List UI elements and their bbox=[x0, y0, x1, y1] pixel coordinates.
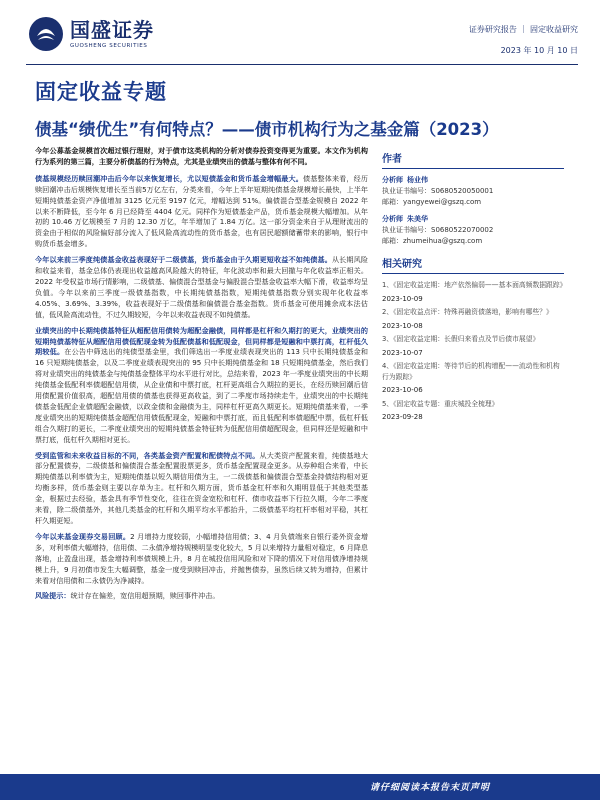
paragraph-highlight: 今年以来基金现券交易回顾。 bbox=[35, 531, 131, 541]
paragraph-highlight: 债基规模经历赎回潮冲击后今年以来恢复增长，尤以短债基金和货币基金增幅最大。 bbox=[35, 173, 303, 183]
body-paragraph bbox=[35, 451, 368, 527]
paragraph-body: 债基整体来看，经历赎回潮冲击后规模恢复增长至当前5万亿左右，分类来看，今年上半年短期纯债基金规模增长最快，上半年短期纯债基金资产净值增加 3125 亿元至 9197 亿元，增幅达到 51%。偏债混合型基金规模自 2022 年以来不断降低，至今年 6 月已经降至 4404 亿元。同样作为短债基金产品，货币基金规模大幅增加。从年初的 10.46 万亿规模至 7 月的 12.30 万亿，年半增加了 1.84 万亿。这一部分资金来自于从理财流出的资金由于相似的风险偏好部分流入了低风险高流动性的货币基金，也有居民超额储蓄带来的影响，银行中购货币基金增多。 bbox=[35, 173, 369, 249]
paragraph-body: 在公告中筛选出的纯债型基金里，我们筛选出一季度业绩表现突出的 113 只中长期纯债基金和 16 只短期纯债基金，以及二季度业绩表现突出的 95 只中长期纯债基金和 18 只短期纯债基金，然后我们将对业绩突出的纯债基金与纯债基金整体平均水平进行对比，总结来看，2023 年一季度业绩突出的中长期纯债基金低配利率债超配信用债，从企业债和中票打底，杠杆更高组合久期拉的更长，在经历赎回潮后信用债配置价值很高，超配信用债的债基也获得更高收益，到了二季度市场持续走牛，业绩突出的中长期纯债基金低配企业债超配金融债，以政金债和金融债为主，同样杠杆更高久期更长。短期纯债基来看，一季度业绩突出的短期纯债基金超配信用债低配现金，短融和中票打底，而且低配利率债超配中票，低杠杆低组合久期打的更长，二季度业绩突出的短期纯债基金特征转为低配信用债超配现金，但同样还是短融和中票打底，低杠杆久期相对更长。 bbox=[35, 347, 369, 444]
risk-text: 统计存在偏差，宽信用超预期，赎回事件冲击。 bbox=[70, 591, 220, 601]
sidebar bbox=[382, 150, 567, 426]
paragraph-body: 从长期风险和收益来看，基金总体仍表现出收益越高风险越大的特征，年化波动率和最大回撤与年化收益率正相关。2022 年受权益市场行情影响，二级债基、偏债混合型基金与偏股混合型基金收益率大幅下滑，收益率均呈负值。今年以来前三季度一级债基指数，中长期纯债基指数，短期纯债基指数分别实现年化收益率 4.05%、3.69%、3.39%，收益表现好于二级债基和偏债混合基金指数。货币基金可使用摊余成本法估值，低风险高流动性，不过久期较短，今年以来收益表现不如纯债基。 bbox=[35, 255, 369, 319]
related-date: 2023-10-08 bbox=[382, 321, 423, 330]
abstract: 今年公募基金规模首次超过银行理财，对于债市这类机构的分析对债券投资变得更为重要。本文作为机构行为系列的第三篇，主要分析债基的行为特点，尤其是业绩突出的债基与整体有何不同。 bbox=[35, 146, 368, 166]
risk-label: 风险提示： bbox=[35, 591, 71, 601]
report-title: 债基“绩优生”有何特点？——债市机构行为之基金篇（2023） bbox=[35, 120, 499, 139]
section-title: 固定收益专题 bbox=[35, 80, 167, 104]
related-report[interactable] bbox=[382, 307, 564, 331]
paragraph-body: 2 月增持力度较弱，小幅增持信用债；3、4 月负债端来自银行委外资金增多，对利率债大幅增持，信用债、二永债净增持规模明显变化较大，5 月以来增持力量相对稳定，6 月降息落地，止盈盘出现，基金增持利率债规模上升，8 月在城投信用风险和对下降的情况下对信用债净增持规模上升，9 月初债市发生大幅调整，基金一度受到赎回冲击，并抛售债券，虽然后续又转为增持，但累计来看对信用债和二永债仍为净减持。 bbox=[35, 531, 368, 585]
analyst-role: 分析师 bbox=[382, 176, 403, 184]
analyst-email[interactable]: zhumeihua@gszq.com bbox=[403, 237, 483, 245]
company-logo bbox=[28, 16, 154, 52]
analyst-name: 朱美华 bbox=[407, 215, 428, 223]
related-report[interactable] bbox=[382, 399, 564, 423]
cert-number: S0680522070002 bbox=[431, 226, 494, 234]
body-paragraph bbox=[35, 255, 368, 320]
related-title[interactable]: 2、《固定收益点评：特殊再融资债落地，影响有哪些？》 bbox=[382, 308, 553, 316]
related-title[interactable]: 5、《固定收益专题：重庆城投全梳理》 bbox=[382, 399, 499, 408]
cert-label: 执业证书编号： bbox=[382, 187, 431, 195]
main-content bbox=[35, 146, 368, 607]
body-paragraph bbox=[35, 532, 368, 587]
logo-name-cn: 国盛证券 bbox=[70, 18, 154, 42]
email-label: 邮箱： bbox=[382, 237, 403, 245]
logo-name-en: GUOSHENG SECURITIES bbox=[70, 43, 148, 49]
guosheng-logo-icon bbox=[28, 16, 64, 52]
risk-warning bbox=[35, 591, 368, 602]
report-header bbox=[0, 0, 600, 66]
analyst-name: 杨业伟 bbox=[407, 176, 428, 184]
related-title[interactable]: 3、《固定收益定期：长假归来看点及节后债市展望》 bbox=[382, 335, 540, 343]
report-type: 证券研究报告 ｜ 固定收益研究 bbox=[468, 25, 578, 34]
related-date: 2023-10-07 bbox=[382, 348, 423, 357]
analyst-card bbox=[382, 175, 564, 208]
analyst-email[interactable]: yangyewei@gszq.com bbox=[403, 198, 482, 206]
paragraph-body: 从大类资产配置来看，纯债基地大部分配置债券，二级债基和偏债混合基金配置股票更多，货币基金配置现金更多。从券种组合来看，中长期纯债基以利率债为主，短期纯债基以短久期信用债为主，一二级债基和偏债混合型基金持债结构相对更均衡多样，货币基金则主要以存单为主。杠杆和久期方面，货币基金杠杆率和久期明显低于其他类型基金，根据过去经验，基金具有季节性变化，往往在资金宽松和杠杆、债市收益率下行拉久期，今年二季度来看，除二级债基外，其他几类基金的杠杆和久期平均水平都抬升，二级债基平均杠杆率相对平稳，其杠杆久期更短。 bbox=[35, 450, 369, 525]
related-heading: 相关研究 bbox=[382, 255, 564, 274]
related-date: 2023-10-09 bbox=[382, 294, 423, 303]
related-report[interactable] bbox=[382, 361, 564, 396]
related-date: 2023-09-28 bbox=[382, 413, 423, 421]
related-report[interactable] bbox=[382, 280, 567, 304]
header-divider bbox=[26, 64, 578, 65]
body-paragraph bbox=[35, 326, 368, 446]
cert-number: S0680520050001 bbox=[431, 187, 494, 195]
related-title[interactable]: 4、《固定收益定期：等待节后的机构增配——流动性和机构行为跟踪》 bbox=[382, 362, 560, 381]
paragraph-highlight: 受到监管和未来收益目标的不同，各类基金资产配置和配债特点不同。 bbox=[35, 450, 260, 460]
authors-heading: 作者 bbox=[382, 150, 564, 169]
analyst-card bbox=[382, 214, 564, 247]
paragraph-highlight: 业绩突出的中长期纯债基特征从超配信用债转为超配金融债，同样都是杠杆和久期打的更大，业绩突出的短期纯债基特征从超配信用债低配现金转为低配债基和低配现金，但同样都是短融和中票打高，杠杆低久期较低。 bbox=[35, 325, 368, 357]
related-report[interactable] bbox=[382, 334, 564, 358]
related-title[interactable]: 1、《固定收益定期：地产依然偏弱——基本面高频数据跟踪》 bbox=[382, 281, 567, 289]
cert-label: 执业证书编号： bbox=[382, 226, 431, 234]
email-label: 邮箱： bbox=[382, 198, 403, 206]
paragraph-highlight: 今年以来前三季度纯债基金收益表现好于二级债基，货币基金由于久期更短收益不如纯债基。 bbox=[35, 255, 332, 265]
body-paragraph bbox=[35, 174, 368, 250]
report-date: 2023 年 10 月 10 日 bbox=[500, 46, 578, 55]
analyst-role: 分析师 bbox=[382, 215, 403, 223]
footer-disclaimer: 请仔细阅读本报告末页声明 bbox=[369, 783, 490, 793]
page-footer bbox=[0, 774, 600, 800]
related-date: 2023-10-06 bbox=[382, 386, 423, 394]
